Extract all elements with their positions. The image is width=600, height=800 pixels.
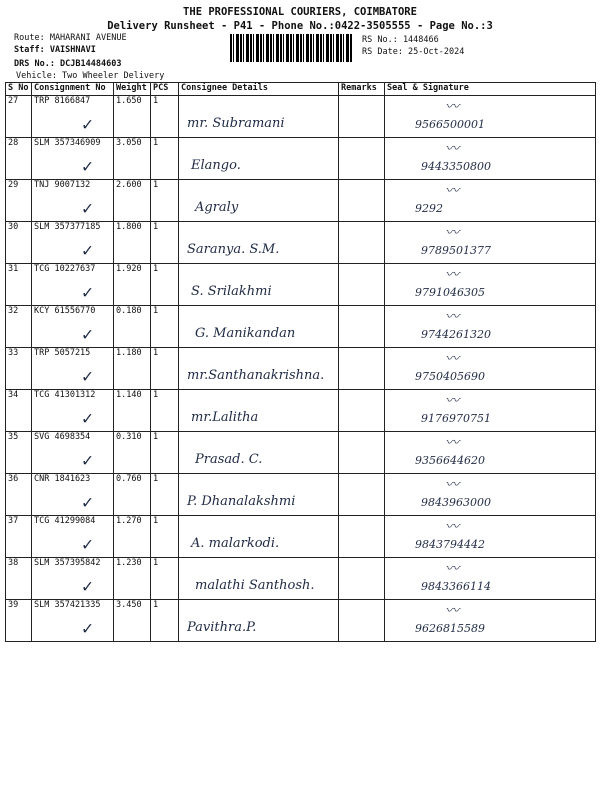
weight-cell: 0.760 <box>114 474 151 516</box>
col-header-consignment: Consignment No <box>32 83 114 96</box>
signature-scribble: 〰 <box>445 225 459 241</box>
table-row <box>6 558 596 600</box>
signature-phone: 9744261320 <box>421 328 491 341</box>
rs-date: RS Date: 25-Oct-2024 <box>362 47 465 57</box>
sno-cell: 32 <box>6 306 32 348</box>
signature-cell <box>385 600 596 642</box>
col-header-weight: Weight <box>114 83 151 96</box>
remarks-cell <box>339 432 385 474</box>
remarks-cell <box>339 180 385 222</box>
consignee-name: Prasad. C. <box>195 452 263 467</box>
signature-cell <box>385 138 596 180</box>
consignee-cell <box>179 306 339 348</box>
pcs-cell: 1 <box>151 516 179 558</box>
col-header-pcs: PCS <box>151 83 179 96</box>
signature-cell <box>385 222 596 264</box>
rs-number: RS No.: 1448466 <box>362 35 439 45</box>
delivered-check-icon: ✓ <box>82 366 93 387</box>
signature-cell <box>385 306 596 348</box>
consignment-cell: SLM 357377185 ✓ <box>32 222 114 264</box>
consignee-cell <box>179 390 339 432</box>
signature-phone: 9292 <box>415 202 443 215</box>
signature-scribble: 〰 <box>445 183 459 199</box>
table-row <box>6 180 596 222</box>
signature-cell <box>385 390 596 432</box>
remarks-cell <box>339 138 385 180</box>
staff-label: Staff: VAISHNAVI <box>14 45 96 55</box>
consignee-name: Pavithra.P. <box>187 620 257 635</box>
remarks-cell <box>339 96 385 138</box>
consignee-name: Elango. <box>191 158 241 173</box>
signature-cell <box>385 516 596 558</box>
vehicle-label: Vehicle: Two Wheeler Delivery <box>16 71 165 81</box>
consignment-cell: TRP 5057215 ✓ <box>32 348 114 390</box>
signature-cell <box>385 432 596 474</box>
weight-cell: 1.650 <box>114 96 151 138</box>
remarks-cell <box>339 264 385 306</box>
delivered-check-icon: ✓ <box>82 282 93 303</box>
table-row <box>6 432 596 474</box>
consignee-cell <box>179 264 339 306</box>
table-row <box>6 600 596 642</box>
consignment-cell: SLM 357395842 ✓ <box>32 558 114 600</box>
remarks-cell <box>339 474 385 516</box>
remarks-cell <box>339 222 385 264</box>
table-row <box>6 390 596 432</box>
consignment-cell: TCG 10227637 ✓ <box>32 264 114 306</box>
sno-cell: 38 <box>6 558 32 600</box>
signature-phone: 9791046305 <box>415 286 485 299</box>
table-row <box>6 264 596 306</box>
weight-cell: 3.450 <box>114 600 151 642</box>
drs-number: DRS No.: DCJB14484603 <box>14 59 122 69</box>
signature-cell <box>385 180 596 222</box>
delivered-check-icon: ✓ <box>82 576 93 597</box>
delivered-check-icon: ✓ <box>82 492 93 513</box>
delivered-check-icon: ✓ <box>82 114 93 135</box>
consignee-name: Saranya. S.M. <box>187 242 280 257</box>
consignee-cell <box>179 516 339 558</box>
weight-cell: 1.920 <box>114 264 151 306</box>
signature-scribble: 〰 <box>445 267 459 283</box>
consignment-cell: SLM 357346909 ✓ <box>32 138 114 180</box>
weight-cell: 2.600 <box>114 180 151 222</box>
signature-cell <box>385 558 596 600</box>
signature-scribble: 〰 <box>445 141 459 157</box>
signature-cell <box>385 264 596 306</box>
consignee-name: mr. Subramani <box>187 116 285 131</box>
remarks-cell <box>339 516 385 558</box>
consignment-cell: SVG 4698354 ✓ <box>32 432 114 474</box>
pcs-cell: 1 <box>151 96 179 138</box>
signature-phone: 9843963000 <box>421 496 491 509</box>
table-row <box>6 516 596 558</box>
consignee-cell <box>179 558 339 600</box>
signature-scribble: 〰 <box>445 393 459 409</box>
delivered-check-icon: ✓ <box>82 618 93 639</box>
sno-cell: 34 <box>6 390 32 432</box>
consignee-name: S. Srilakhmi <box>191 284 272 299</box>
consignment-cell: TNJ 9007132 ✓ <box>32 180 114 222</box>
delivered-check-icon: ✓ <box>82 156 93 177</box>
table-row <box>6 222 596 264</box>
consignee-name: mr.Lalitha <box>191 410 259 425</box>
signature-phone: 9176970751 <box>421 412 491 425</box>
consignee-cell <box>179 96 339 138</box>
sno-cell: 27 <box>6 96 32 138</box>
pcs-cell: 1 <box>151 432 179 474</box>
consignee-cell <box>179 432 339 474</box>
weight-cell: 1.800 <box>114 222 151 264</box>
pcs-cell: 1 <box>151 474 179 516</box>
delivered-check-icon: ✓ <box>82 324 93 345</box>
signature-phone: 9626815589 <box>415 622 485 635</box>
table-row <box>6 474 596 516</box>
pcs-cell: 1 <box>151 558 179 600</box>
consignment-cell: TCG 41301312 ✓ <box>32 390 114 432</box>
signature-phone: 9789501377 <box>421 244 491 257</box>
signature-scribble: 〰 <box>445 351 459 367</box>
consignee-cell <box>179 600 339 642</box>
pcs-cell: 1 <box>151 306 179 348</box>
signature-phone: 9443350800 <box>421 160 491 173</box>
consignment-cell: CNR 1841623 ✓ <box>32 474 114 516</box>
consignee-cell <box>179 474 339 516</box>
remarks-cell <box>339 348 385 390</box>
consignee-cell <box>179 180 339 222</box>
signature-scribble: 〰 <box>445 99 459 115</box>
consignee-name: malathi Santhosh. <box>195 578 315 593</box>
runsheet-subtitle: Delivery Runsheet - P41 - Phone No.:0422-3505555 - Page No.:3 <box>107 20 493 32</box>
col-header-signature: Seal & Signature <box>385 83 596 96</box>
consignment-cell: KCY 61556770 ✓ <box>32 306 114 348</box>
pcs-cell: 1 <box>151 264 179 306</box>
table-row <box>6 96 596 138</box>
signature-scribble: 〰 <box>445 309 459 325</box>
sno-cell: 30 <box>6 222 32 264</box>
signature-scribble: 〰 <box>445 519 459 535</box>
remarks-cell <box>339 558 385 600</box>
remarks-cell <box>339 600 385 642</box>
pcs-cell: 1 <box>151 348 179 390</box>
delivered-check-icon: ✓ <box>82 450 93 471</box>
signature-scribble: 〰 <box>445 435 459 451</box>
remarks-cell <box>339 390 385 432</box>
delivered-check-icon: ✓ <box>82 408 93 429</box>
pcs-cell: 1 <box>151 390 179 432</box>
weight-cell: 0.310 <box>114 432 151 474</box>
document-title: THE PROFESSIONAL COURIERS, COIMBATORE <box>183 6 417 18</box>
weight-cell: 3.050 <box>114 138 151 180</box>
sno-cell: 28 <box>6 138 32 180</box>
route-label: Route: MAHARANI AVENUE <box>14 33 127 43</box>
sno-cell: 33 <box>6 348 32 390</box>
delivered-check-icon: ✓ <box>82 198 93 219</box>
signature-scribble: 〰 <box>445 477 459 493</box>
sno-cell: 31 <box>6 264 32 306</box>
signature-phone: 9356644620 <box>415 454 485 467</box>
consignment-cell: TRP 8166847 ✓ <box>32 96 114 138</box>
signature-scribble: 〰 <box>445 561 459 577</box>
table-row <box>6 348 596 390</box>
weight-cell: 1.270 <box>114 516 151 558</box>
sno-cell: 29 <box>6 180 32 222</box>
signature-phone: 9750405690 <box>415 370 485 383</box>
signature-scribble: 〰 <box>445 603 459 619</box>
signature-phone: 9843794442 <box>415 538 485 551</box>
consignee-name: mr.Santhanakrishna. <box>187 368 325 383</box>
col-header-remarks: Remarks <box>339 83 385 96</box>
sno-cell: 36 <box>6 474 32 516</box>
consignee-cell <box>179 138 339 180</box>
consignee-name: A. malarkodi. <box>191 536 280 551</box>
barcode <box>230 34 352 62</box>
sno-cell: 37 <box>6 516 32 558</box>
consignee-cell <box>179 222 339 264</box>
weight-cell: 0.180 <box>114 306 151 348</box>
consignment-cell: SLM 357421335 ✓ <box>32 600 114 642</box>
weight-cell: 1.230 <box>114 558 151 600</box>
delivered-check-icon: ✓ <box>82 240 93 261</box>
sno-cell: 39 <box>6 600 32 642</box>
pcs-cell: 1 <box>151 180 179 222</box>
sno-cell: 35 <box>6 432 32 474</box>
signature-cell <box>385 348 596 390</box>
col-header-consignee: Consignee Details <box>179 83 339 96</box>
weight-cell: 1.140 <box>114 390 151 432</box>
signature-cell <box>385 96 596 138</box>
col-header-sno: S No <box>6 83 32 96</box>
consignee-name: Agraly <box>195 200 239 215</box>
remarks-cell <box>339 306 385 348</box>
signature-cell <box>385 474 596 516</box>
pcs-cell: 1 <box>151 222 179 264</box>
consignee-name: G. Manikandan <box>195 326 296 341</box>
consignee-name: P. Dhanalakshmi <box>187 494 296 509</box>
signature-phone: 9843366114 <box>421 580 491 593</box>
consignment-cell: TCG 41299084 ✓ <box>32 516 114 558</box>
table-row <box>6 306 596 348</box>
runsheet-table <box>5 82 596 642</box>
pcs-cell: 1 <box>151 600 179 642</box>
weight-cell: 1.180 <box>114 348 151 390</box>
table-header-row <box>6 83 596 96</box>
delivered-check-icon: ✓ <box>82 534 93 555</box>
consignee-cell <box>179 348 339 390</box>
table-row <box>6 138 596 180</box>
signature-phone: 9566500001 <box>415 118 485 131</box>
pcs-cell: 1 <box>151 138 179 180</box>
